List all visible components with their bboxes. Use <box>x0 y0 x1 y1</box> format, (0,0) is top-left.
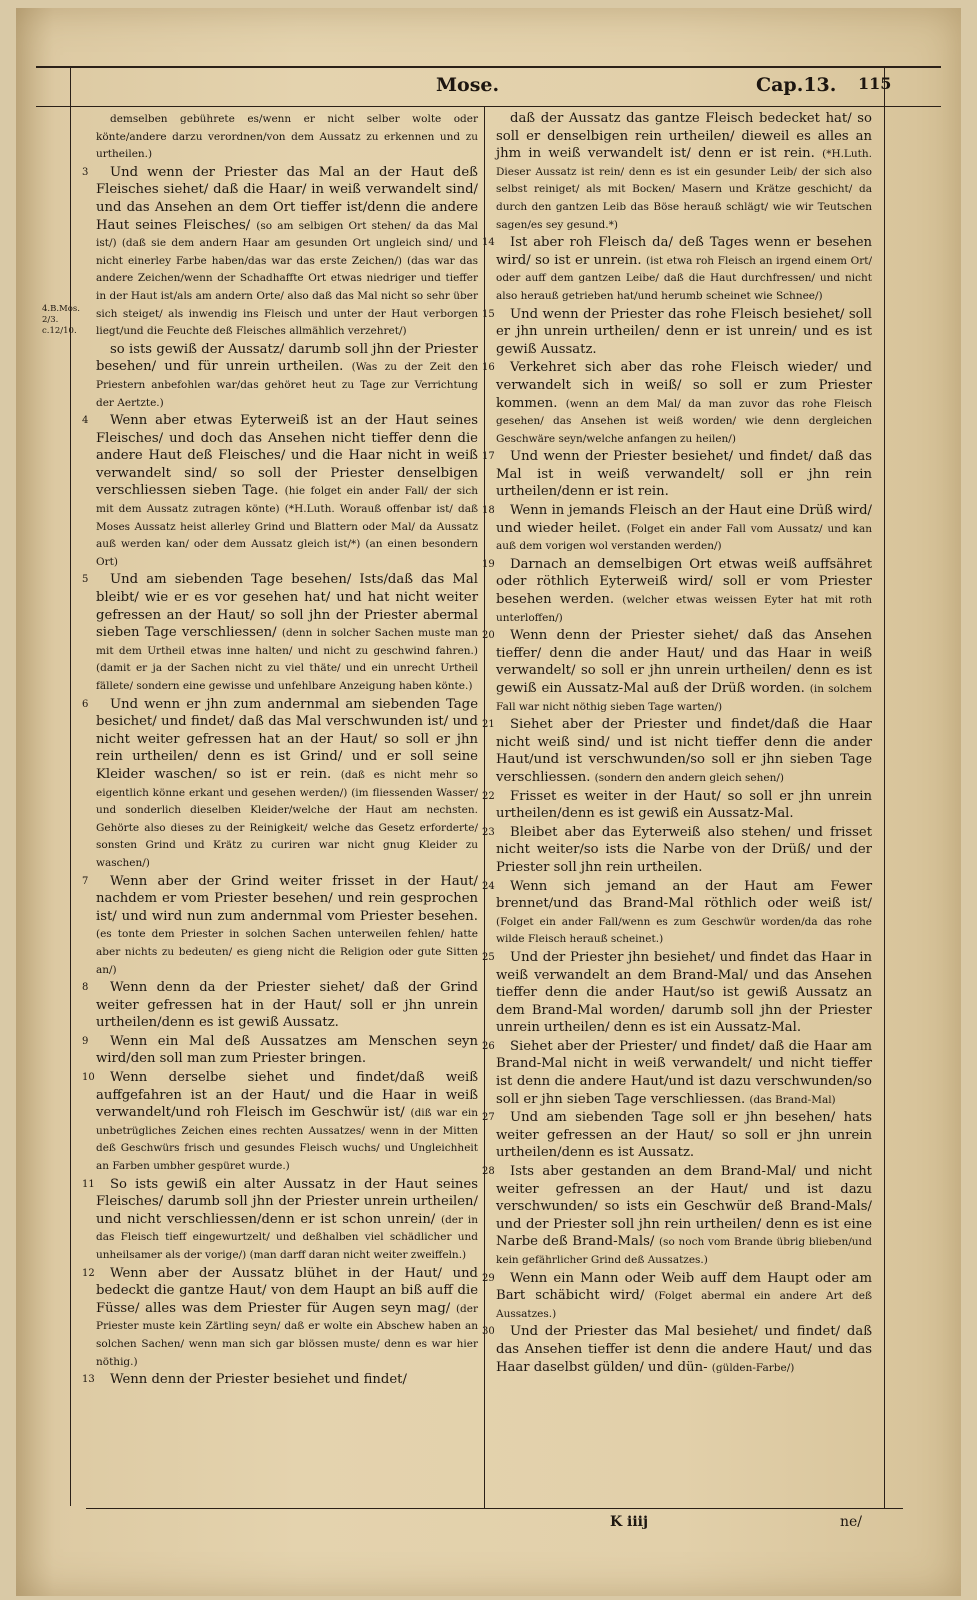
verse-paragraph: 14 Ist aber roh Fleisch da/ deß Tages wenn er besehen wird/ so ist er unrein. (ist etwa roh Fleisch an irgend einem Ort/ oder auff dem gantzen Leibe/ daß die Haut durchfressen/ und nicht also herauß getrieben hat/und herumb scheinet wie Schnee/) <box>482 235 872 302</box>
gloss-text: (diß war ein unbetrügliches Zeichen eines rechten Aussatzes/ wenn in der Mitten deß Geschwürs frisch und gesundes Fleisch wuchs/ und Ungleichheit an Farben umbher gespüret wurde.) <box>96 1107 478 1173</box>
verse-text: Wenn ein Mal deß Aussatzes am Menschen seyn wird/den soll man zum Priester bringen. <box>96 1033 478 1067</box>
verse-text: Und am siebenden Tage besehen/ Ists/daß das Mal bleibt/ wie er es vor gesehen hat/ und hat nicht weiter gefressen an der Haut/ so soll jhn der Priester abermal sieben Tage verschliessen/ <box>96 572 478 641</box>
verse-paragraph: 11 So ists gewiß ein alter Aussatz in der Haut seines Fleisches/ darumb soll jhn der Priester unrein urtheilen/ und nicht verschliessen/denn er ist schon unrein/ (der in das Fleisch tieff eingewurtzelt/ und deßhalben viel schädlicher und unheilsamer als der vorige/) (man darff daran nicht weiter zweiffeln.) <box>82 1176 478 1261</box>
verse-text: Und wenn der Priester besiehet/ und findet/ daß das Mal ist in weiß verwandelt/ soll er jhn rein urtheilen/denn er ist rein. <box>496 449 872 500</box>
verse-paragraph: 7 Wenn aber der Grind weiter frisset in der Haut/ nachdem er vom Priester besehen/ und rein gesprochen ist/ und wird nun zum andernmal vom Priester besehen. (es tonte dem Priester in solchen Sachen unterweilen fehlen/ hatte aber nichts zu bedeuten/ es gieng nicht die Religion oder gute Sitten an/) <box>82 873 478 976</box>
verse-text: Wenn ein Mann oder Weib auff dem Haupt oder am Bart schäbicht wird/ <box>496 1270 872 1304</box>
verse-paragraph <box>496 110 872 233</box>
verse-paragraph: 29 Wenn ein Mann oder Weib auff dem Haupt oder am Bart schäbicht wird/ (Folget abermal ein andere Art deß Aussatzes.) <box>482 1270 872 1320</box>
verse-paragraph: 8 Wenn denn da der Priester siehet/ daß der Grind weiter gefressen hat in der Haut/ soll er jhn unrein urtheilen/denn es ist gewiß Aussatz. <box>82 980 478 1031</box>
verse-paragraph: 25 Und der Priester jhn besiehet/ und findet das Haar in weiß verwandelt an dem Brand-Mal/ und das Ansehen tieffer denn die ander Haut/so ist gewiß Aussatz an dem Brand-Mal worden/ darumb soll jhn der Priester unrein urtheilen/ denn es ist ein Aussatz-Mal. <box>482 949 872 1036</box>
verse-paragraph: 4 Wenn aber etwas Eyterweiß ist an der Haut seines Fleisches/ und doch das Ansehen nicht tieffer denn die andere Haut deß Fleisches/ und die Haar nicht in weiß verwandelt sind/ so soll der Priester denselbigen verschliessen sieben Tage. (hie folget ein ander Fall/ der sich mit dem Aussatz zutragen könte) (*H.Luth. Worauß offenbar ist/ daß Moses Aussatz heist allerley Grind und Blattern oder Mal/ da Aussatz auß werden kan/ oder dem Aussatz gleich ist/*) (an einen besondern Ort) <box>82 413 478 568</box>
verse-text: daß der Aussatz das gantze Fleisch bedecket hat/ so soll er denselbigen rein urtheilen/ dieweil es alles an jhm in weiß verwandelt ist/ denn er ist rein. <box>496 111 872 162</box>
verse-paragraph: 24 Wenn sich jemand an der Haut am Fewer brennet/und das Brand-Mal röthlich oder weiß ist/ (Folget ein ander Fall/wenn es zum Geschwür worden/da das rohe wilde Fleisch herauß scheinet.) <box>482 878 872 946</box>
chapter-label: Cap.13. <box>756 74 837 96</box>
verse-text: Siehet aber der Priester/ und findet/ daß die Haar am Brand-Mal nicht in weiß verwandelt/ und nicht tieffer ist denn die andere Haut/und ist dazu verschwunden/so soll er jhn sieben Tage verschliessen. <box>496 1038 872 1107</box>
verse-paragraph: 22 Frisset es weiter in der Haut/ so soll er jhn unrein urtheilen/denn es ist gewiß ein Aussatz-Mal. <box>482 788 872 822</box>
gloss-text: (sondern den andern gleich sehen/) <box>594 771 785 784</box>
margin-cross-reference: 4.B.Mos. 2/3. c.12/10. <box>42 304 80 336</box>
gloss-text: (das Brand-Mal) <box>749 1093 836 1106</box>
verse-paragraph: 6 Und wenn er jhn zum andernmal am siebenden Tage besichet/ und findet/ daß das Mal verschwunden ist/ und nicht weiter gefressen hat an der Haut/ so soll er jhn rein urtheilen/ denn es ist Grind/ und er soll seine Kleider waschen/ so ist er rein. (daß es nicht mehr so eigentlich könne erkant und gesehen werden/) (im fliessenden Wasser/ und sonderlich dieselben Kleider/welche der Haut am nechsten. Gehörte also dieses zu der Reinigkeit/ welche das Gesetz erforderte/ sonsten Grind und Krätz zu curiren war nicht gnug Kleider zu waschen/) <box>82 696 478 869</box>
verse-paragraph: 9 Wenn ein Mal deß Aussatzes am Menschen seyn wird/den soll man zum Priester bringen. <box>82 1033 478 1067</box>
verse-text: Bleibet aber das Eyterweiß also stehen/ und frisset nicht weiter/so ists die Narbe von der Drüß/ und der Priester soll jhn rein urtheilen. <box>496 824 872 875</box>
gloss-text: (wenn an dem Mal/ da man zuvor das rohe Fleisch gesehen/ das Ansehen ist weiß worden/ wie denn dergleichen Geschwäre seyn/welche anfangen zu heilen/) <box>496 397 872 445</box>
verse-text: Wenn denn da der Priester siehet/ daß der Grind weiter gefressen hat in der Haut/ soll er jhn unrein urtheilen/denn es ist gewiß Aussatz. <box>96 980 478 1031</box>
verse-paragraph: 23 Bleibet aber das Eyterweiß also stehen/ und frisset nicht weiter/so ists die Narbe von der Drüß/ und der Priester soll jhn rein urtheilen. <box>482 824 872 875</box>
verse-text: Wenn sich jemand an der Haut am Fewer brennet/und das Brand-Mal röthlich oder weiß ist/ <box>496 878 872 912</box>
verse-paragraph: 18 Wenn in jemands Fleisch an der Haut eine Drüß wird/ und wieder heilet. (Folget ein ander Fall vom Aussatz/ und kan auß dem vorigen wol verstanden werden/) <box>482 503 872 553</box>
verse-text: Verkehret sich aber das rohe Fleisch wieder/ und verwandelt sich in weiß/ so soll er zum Priester kommen. <box>496 360 872 411</box>
gloss-text: demselben gebührete es/wenn er nicht selber wolte oder könte/andere darzu verordnen/von dem Aussatz zu erkennen und zu urtheilen.) <box>96 113 478 161</box>
verse-text: Ist aber roh Fleisch da/ deß Tages wenn er besehen wird/ so ist er unrein. <box>496 235 872 268</box>
gloss-text: (der in das Fleisch tieff eingewurtzelt/ und deßhalben viel schädlicher und unheilsamer als der vorige/) (man darff daran nicht weiter zweiffeln.) <box>96 1213 478 1261</box>
verse-paragraph: 30 Und der Priester das Mal besiehet/ und findet/ daß das Ansehen tieffer ist denn die andere Haut/ und das Haar daselbst gülden/ und dün- (gülden-Farbe/) <box>482 1324 872 1375</box>
gloss-text: (Folget ein ander Fall vom Aussatz/ und kan auß dem vorigen wol verstanden werden/) <box>496 522 872 553</box>
gloss-text: (Was zu der Zeit den Priestern anbefohlen war/das gehöret heut zu Tage zur Verrichtung der Aertzte.) <box>96 361 478 409</box>
left-text-column <box>82 110 479 1505</box>
verse-text: Wenn aber etwas Eyterweiß ist an der Haut seines Fleisches/ und doch das Ansehen nicht tieffer denn die andere Haut deß Fleisches/ und die Haar nicht in weiß verwandelt sind/ so soll der Priester denselbigen verschliessen sieben Tage. <box>96 413 478 499</box>
verse-text: Und der Priester das Mal besiehet/ und findet/ daß das Ansehen tieffer ist denn die andere Haut/ und das Haar daselbst gülden/ und dün- <box>496 1324 872 1375</box>
verse-paragraph: 26 Siehet aber der Priester/ und findet/ daß die Haar am Brand-Mal nicht in weiß verwandelt/ und nicht tieffer ist denn die andere Haut/und ist dazu verschwunden/so soll er jhn sieben Tage verschliessen. (das Brand-Mal) <box>482 1038 872 1107</box>
gloss-text: (*H.Luth. Dieser Aussatz ist rein/ denn es ist ein gesunder Leib/ der sich also selbst reiniget/ als mit Bocken/ Masern und Krätze geschicht/ da durch den gantzen Leib das Böse herauß schlägt/ wie wir Teutschen sagen/es sey gesund.*) <box>496 148 872 231</box>
gloss-text: (daß es nicht mehr so eigentlich könne erkant und gesehen werden/) (im fliessenden Wasser/ und sonderlich dieselben Kleider/welche der Haut am nechsten. Gehörte also dieses zu der Reinigkeit/ welche das Gesetz erforderte/ sonsten Grind und Krätz zu curiren war nicht gnug Kleider zu waschen/) <box>96 768 478 869</box>
gloss-text: (Folget ein ander Fall/wenn es zum Geschwür worden/da das rohe wilde Fleisch herauß scheinet.) <box>496 915 872 946</box>
verse-paragraph: 5 Und am siebenden Tage besehen/ Ists/daß das Mal bleibt/ wie er es vor gesehen hat/ und hat nicht weiter gefressen an der Haut/ so soll jhn der Priester abermal sieben Tage verschliessen/ (denn in solcher Sachen muste man mit dem Urtheil etwas inne halten/ und nicht zu geschwind fahren.) (damit er ja der Sachen nicht zu viel thäte/ und ein unrecht Urtheil fällete/ sondern eine gewisse und unfehlbare Anzeigung haben könte.) <box>82 572 478 692</box>
verse-paragraph: 10 Wenn derselbe siehet und findet/daß weiß auffgefahren ist an der Haut/ und die Haar in weiß verwandelt/und roh Fleisch im Geschwür ist/ (diß war ein unbetrügliches Zeichen eines rechten Aussatzes/ wenn in der Mitten deß Geschwürs frisch und gesundes Fleisch wuchs/ und Ungleichheit an Farben umbher gespüret wurde.) <box>82 1070 478 1173</box>
verse-paragraph <box>96 341 478 411</box>
verse-text: Und der Priester jhn besiehet/ und findet das Haar in weiß verwandelt an dem Brand-Mal/ und das Ansehen tieffer denn die ander Haut/so ist gewiß Aussatz an dem Brand-Mal worden/ darumb soll jhn der Priester unrein urtheilen/ denn es ist ein Aussatz-Mal. <box>496 949 872 1036</box>
verse-paragraph: 28 Ists aber gestanden an dem Brand-Mal/ und nicht weiter gefressen an der Haut/ und ist dazu verschwunden/ so ists ein Geschwür deß Brand-Mals/ und der Priester soll jhn rein urtheilen/ denn es ist eine Narbe deß Brand-Mals/ (so noch vom Brande übrig blieben/und kein gefährlicher Grind deß Aussatzes.) <box>482 1164 873 1266</box>
verse-paragraph: 16 Verkehret sich aber das rohe Fleisch wieder/ und verwandelt sich in weiß/ so soll er zum Priester kommen. (wenn an dem Mal/ da man zuvor das rohe Fleisch gesehen/ das Ansehen ist weiß worden/ wie denn dergleichen Geschwäre seyn/welche anfangen zu heilen/) <box>482 360 872 445</box>
gloss-text: (in solchem Fall war nicht nöthig sieben Tage warten/) <box>496 683 872 713</box>
running-title: Mose. <box>436 74 500 96</box>
verse-paragraph: 27 Und am siebenden Tage soll er jhn besehen/ hats weiter gefressen an der Haut/ so soll er jhn unrein urtheilen/denn es ist Aussatz. <box>482 1110 872 1161</box>
verse-text: Wenn derselbe siehet und findet/daß weiß auffgefahren ist an der Haut/ und die Haar in weiß verwandelt/und roh Fleisch im Geschwür ist/ <box>96 1070 478 1121</box>
verse-text: Wenn denn der Priester siehet/ daß das Ansehen tieffer/ denn die ander Haut/ und das Haar in weiß verwandelt/ so soll er jhn unrein urtheilen/ denn es ist gewiß ein Aussatz-Mal auß der Drüß worden. <box>496 628 872 696</box>
catchword: ne/ <box>840 1514 863 1530</box>
gloss-text: (es tonte dem Priester in solchen Sachen unterweilen fehlen/ hatte aber nichts zu bedeuten/ es gieng nicht die Religion oder gute Sitten an/) <box>96 928 478 976</box>
right-margin-line <box>884 66 885 1508</box>
gloss-text: (so am selbigen Ort stehen/ da das Mal ist/) (daß sie dem andern Haar am gesunden Ort ungleich sind/ und nicht einerley Farbe haben/das war das erste Zeichen/) (das war das andere Zeichen/wenn der Schadhaffte Ort etwas niedriger und tieffer in der Haut ist/als am andern Orte/ also daß das Mal nicht so sehr über sich steiget/ als inwendig ins Fleisch und unter der Haut verborgen liegt/und die Feuchte deß Fleisches allmählich verzehret/) <box>96 219 479 338</box>
verse-text: Wenn in jemands Fleisch an der Haut eine Drüß wird/ und wieder heilet. <box>496 503 872 536</box>
verse-text: Darnach an demselbigen Ort etwas weiß auffsähret oder röthlich Eyterweiß wird/ soll er vom Priester besehen werden. <box>496 556 872 608</box>
left-margin-line <box>70 66 71 1506</box>
verse-text: Frisset es weiter in der Haut/ so soll er jhn unrein urtheilen/denn es ist gewiß ein Aussatz-Mal. <box>496 788 872 822</box>
gloss-text: (der Priester muste kein Zärtling seyn/ daß er wolte ein Abschew haben an solchen Sachen/ wenn man sich gar blössen muste/ denn es war hier nöthig.) <box>96 1302 478 1368</box>
book-page <box>16 8 961 1596</box>
verse-paragraph: 21 Siehet aber der Priester und findet/daß die Haar nicht weiß sind/ und ist nicht tieffer denn die ander Haut/und ist verschwunden/so soll er jhn sieben Tage verschliessen. (sondern den andern gleich sehen/) <box>482 717 872 785</box>
verse-paragraph: 12 Wenn aber der Aussatz blühet in der Haut/ und bedeckt die gantze Haut/ von dem Haupt an biß auff die Füsse/ alles was dem Priester für Augen seyn mag/ (der Priester muste kein Zärtling seyn/ daß er wolte ein Abschew haben an solchen Sachen/ wenn man sich gar blössen muste/ denn es war hier nöthig.) <box>82 1265 478 1368</box>
verse-paragraph: 13 Wenn denn der Priester besiehet und findet/ <box>82 1372 407 1388</box>
page-number: 115 <box>858 74 892 93</box>
gloss-text: (Folget abermal ein andere Art deß Aussatzes.) <box>496 1290 872 1320</box>
gloss-text: (denn in solcher Sachen muste man mit dem Urtheil etwas inne halten/ und nicht zu geschwind fahren.) (damit er ja der Sachen nicht zu viel thäte/ und ein unrecht Urtheil fällete/ sondern eine gewisse und unfehlbare Anzeigung haben könte.) <box>96 627 478 692</box>
gloss-text: (gülden-Farbe/) <box>711 1361 795 1374</box>
verse-text: Und wenn er jhn zum andernmal am siebenden Tage besichet/ und findet/ daß das Mal verschwunden ist/ und nicht weiter gefressen hat an der Haut/ so soll er jhn rein urtheilen/ denn es ist Grind/ und er soll seine Kleider waschen/ so ist er rein. <box>96 696 478 782</box>
gloss-text: (so noch vom Brande übrig blieben/und kein gefährlicher Grind deß Aussatzes.) <box>496 1236 873 1266</box>
bottom-rule <box>86 1508 903 1509</box>
verse-paragraph: 19 Darnach an demselbigen Ort etwas weiß auffsähret oder röthlich Eyterweiß wird/ soll er vom Priester besehen werden. (welcher etwas weissen Eyter hat mit roth unterloffen/) <box>482 556 872 624</box>
header-rule <box>36 106 941 107</box>
signature-mark: K iiij <box>610 1514 649 1530</box>
top-rule <box>36 66 941 68</box>
verse-text: Wenn denn der Priester besiehet und findet/ <box>110 1372 407 1388</box>
verse-text: Und wenn der Priester das Mal an der Haut deß Fleisches siehet/ daß die Haar/ in weiß verwandelt sind/ und das Ansehen an dem Ort tieffer ist/denn die andere Haut seines Fleisches/ <box>96 164 478 233</box>
gloss-text: (welcher etwas weissen Eyter hat mit roth unterloffen/) <box>496 594 872 624</box>
verse-text: So ists gewiß ein alter Aussatz in der Haut seines Fleisches/ darumb soll jhn der Priester unrein urtheilen/ und nicht verschliessen/denn er ist schon unrein/ <box>96 1176 478 1227</box>
verse-paragraph: 3 Und wenn der Priester das Mal an der Haut deß Fleisches siehet/ daß die Haar/ in weiß verwandelt sind/ und das Ansehen an dem Ort tieffer ist/denn die andere Haut seines Fleisches/ (so am selbigen Ort stehen/ da das Mal ist/) (daß sie dem andern Haar am gesunden Ort ungleich sind/ und nicht einerley Farbe haben/das war das erste Zeichen/) (das war das andere Zeichen/wenn der Schadhaffte Ort etwas niedriger und tieffer in der Haut ist/als am andern Orte/ also daß das Mal nicht so sehr über sich steiget/ als inwendig ins Fleisch und unter der Haut verborgen liegt/und die Feuchte deß Fleisches allmählich verzehret/) <box>82 164 479 338</box>
verse-text: Siehet aber der Priester und findet/daß die Haar nicht weiß sind/ und ist nicht tieffer denn die ander Haut/und ist verschwunden/so soll er jhn sieben Tage verschliessen. <box>496 717 872 785</box>
verse-paragraph: 15 Und wenn der Priester das rohe Fleisch besiehet/ soll er jhn unrein urtheilen/ denn er ist unrein/ und es ist gewiß Aussatz. <box>482 306 872 357</box>
verse-text: Wenn aber der Aussatz blühet in der Haut/ und bedeckt die gantze Haut/ von dem Haupt an biß auff die Füsse/ alles was dem Priester für Augen seyn mag/ <box>96 1265 478 1316</box>
gloss-text: (ist etwa roh Fleisch an irgend einem Ort/ oder auff dem gantzen Leibe/ daß die Haut durchfressen/ und nicht also herauß getrieben hat/und herumb scheinet wie Schnee/) <box>496 254 872 302</box>
right-text-column <box>482 110 873 1505</box>
verse-text: Und wenn der Priester das rohe Fleisch besiehet/ soll er jhn unrein urtheilen/ denn er ist unrein/ und es ist gewiß Aussatz. <box>496 306 872 357</box>
verse-paragraph <box>96 110 478 163</box>
gloss-text: (hie folget ein ander Fall/ der sich mit dem Aussatz zutragen könte) (*H.Luth. Worauß offenbar ist/ daß Moses Aussatz heist allerley Grind und Blattern oder Mal/ da Aussatz auß werden kan/ oder dem Aussatz gleich ist/*) (an einen besondern Ort) <box>96 485 478 568</box>
verse-text: Und am siebenden Tage soll er jhn besehen/ hats weiter gefressen an der Haut/ so soll er jhn unrein urtheilen/denn es ist Aussatz. <box>496 1110 872 1161</box>
verse-paragraph: 20 Wenn denn der Priester siehet/ daß das Ansehen tieffer/ denn die ander Haut/ und das Haar in weiß verwandelt/ so soll er jhn unrein urtheilen/ denn es ist gewiß ein Aussatz-Mal auß der Drüß worden. (in solchem Fall war nicht nöthig sieben Tage warten/) <box>482 628 872 713</box>
verse-text: so ists gewiß der Aussatz/ darumb soll jhn der Priester besehen/ und für unrein urtheilen. <box>96 341 478 375</box>
verse-text: Wenn aber der Grind weiter frisset in der Haut/ nachdem er vom Priester besehen/ und rein gesprochen ist/ und wird nun zum andernmal vom Priester besehen. <box>96 873 478 924</box>
verse-text: Ists aber gestanden an dem Brand-Mal/ und nicht weiter gefressen an der Haut/ und ist dazu verschwunden/ so ists ein Geschwür deß Brand-Mals/ und der Priester soll jhn rein urtheilen/ denn es ist eine Narbe deß Brand-Mals/ <box>496 1164 872 1250</box>
verse-paragraph: 17 Und wenn der Priester besiehet/ und findet/ daß das Mal ist in weiß verwandelt/ soll er jhn rein urtheilen/denn er ist rein. <box>482 449 872 500</box>
